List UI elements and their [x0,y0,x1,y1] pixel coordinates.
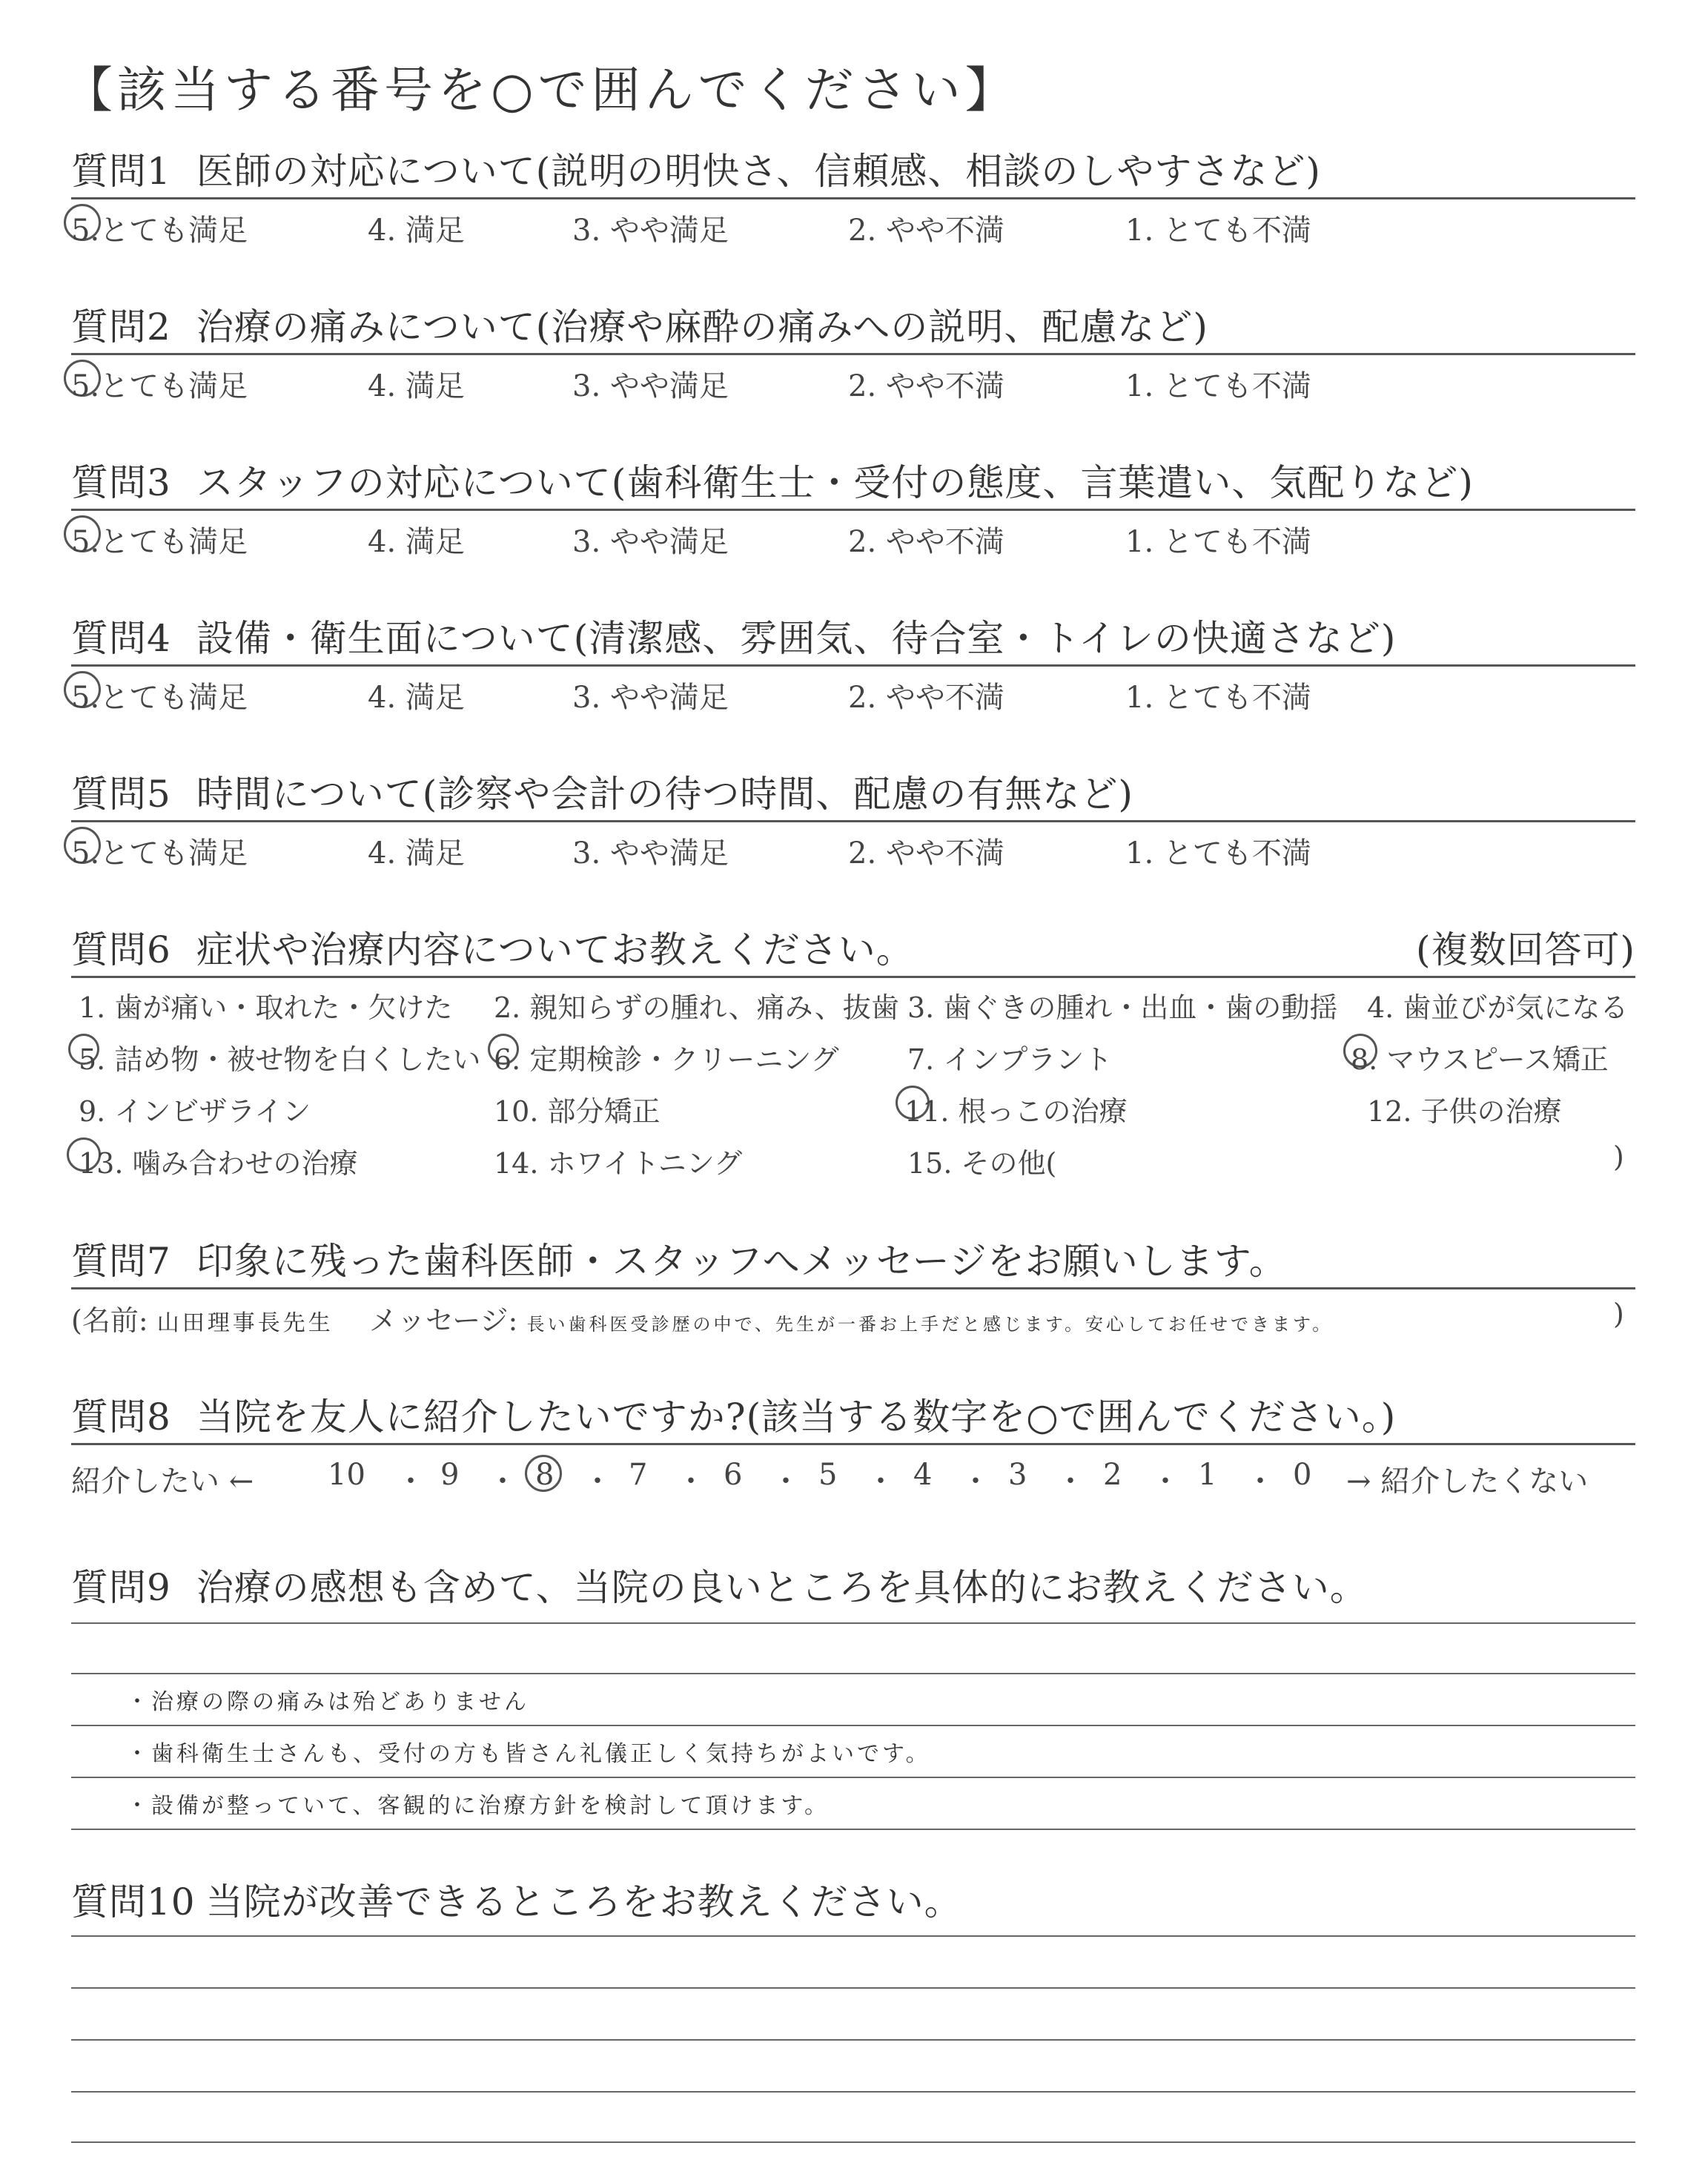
rating-option-5[interactable]: 5.とても満足 [71,369,248,403]
answer-line [71,1935,1635,1937]
rating-option-5[interactable]: 5.とても満足 [71,681,248,715]
rating-option-4[interactable]: 4. 満足 [368,525,465,559]
question-7 [71,1235,1635,1289]
rating-option-3[interactable]: 3. やや満足 [572,836,729,871]
rating-option-3[interactable]: 3. やや満足 [572,214,729,248]
rating-option-2[interactable]: 2. やや不満 [848,369,1004,403]
question-text: 当院を友人に紹介したいですか?(該当する数字を○で囲んでください。) [196,1396,1397,1439]
rating-option-2[interactable]: 2. やや不満 [848,836,1004,871]
rating-option-1[interactable]: 1. とても不満 [1125,214,1311,248]
rating-options [71,511,1635,563]
rating-option-4[interactable]: 4. 満足 [368,369,465,403]
scale-5[interactable]: 5 [818,1458,838,1492]
question-text: 印象に残った歯科医師・スタッフへメッセージをお願いします。 [196,1240,1287,1283]
option-8[interactable]: 8. マウスピース矯正 [1351,1043,1609,1076]
option-15-close: ) [1613,1140,1624,1173]
answer-line [71,1777,1635,1778]
question-8 [71,1391,1635,1445]
answer-line [71,2141,1635,2143]
name-label: (名前: [71,1304,148,1337]
option-2[interactable]: 2. 親知らずの腫れ、痛み、抜歯 [494,991,899,1024]
question-text: 設備・衛生面について(清潔感、雰囲気、待合室・トイレの快適さなど) [196,617,1397,660]
rating-option-3[interactable]: 3. やや満足 [572,525,729,559]
scale-10[interactable]: 10 [328,1458,365,1492]
scale-2[interactable]: 2 [1103,1458,1122,1492]
rating-option-1[interactable]: 1. とても不満 [1125,525,1311,559]
option-13[interactable]: 13. 噛み合わせの治療 [79,1147,358,1180]
question-text: 治療の痛みについて(治療や麻酔の痛みへの説明、配慮など) [196,305,1208,349]
question-text: 医師の対応について(説明の明快さ、信頼感、相談のしやすさなど) [196,150,1321,193]
option-10[interactable]: 10. 部分矯正 [494,1095,661,1128]
answer-line [71,1725,1635,1726]
question-text: 治療の感想も含めて、当院の良いところを具体的にお教えください。 [196,1566,1368,1609]
scale-3[interactable]: 3 [1008,1458,1027,1492]
question-number: 質問10 [71,1880,196,1923]
recommend-scale: 紹介したい ← 10 ・ 9 ・ 8 ・ 7 ・ 6 ・ 5 ・ 4 ・ 3 ・ 2 ・ 1 ・ 0 → 紹介したくない [71,1453,1635,1505]
question-2 [71,301,1635,407]
question-text: スタッフの対応について(歯科衛生士・受付の態度、言葉遣い、気配りなど) [196,461,1474,504]
scale-4[interactable]: 4 [913,1458,933,1492]
scale-6[interactable]: 6 [724,1458,743,1492]
answer-line [71,1829,1635,1830]
question-number: 質問4 [71,617,171,660]
option-5[interactable]: 5. 詰め物・被せ物を白くしたい [79,1043,481,1076]
divider [71,976,1635,978]
option-1[interactable]: 1. 歯が痛い・取れた・欠けた [79,991,453,1024]
message-value[interactable]: 長い歯科医受診歴の中で、先生が一番お上手だと感じます。安心してお任せできます。 [526,1314,1334,1335]
scale-8[interactable]: 8 [535,1458,555,1492]
question-number: 質問8 [71,1396,171,1439]
rating-option-4[interactable]: 4. 満足 [368,836,465,871]
question-3 [71,457,1635,563]
rating-option-1[interactable]: 1. とても不満 [1125,681,1311,715]
option-15[interactable]: 15. その他( [907,1147,1057,1180]
scale-9[interactable]: 9 [440,1458,460,1492]
message-label: メッセージ: [368,1304,518,1337]
option-3[interactable]: 3. 歯ぐきの腫れ・出血・歯の動揺 [907,991,1338,1024]
answer-text-3[interactable]: ・設備が整っていて、客観的に治療方針を検討して頂けます。 [126,1793,830,1819]
rating-option-5[interactable]: 5.とても満足 [71,214,248,248]
answer-line [71,1987,1635,1989]
question-number: 質問5 [71,773,171,816]
scale-7[interactable]: 7 [629,1458,648,1492]
scale-0[interactable]: 0 [1293,1458,1312,1492]
option-9[interactable]: 9. インビザライン [79,1095,311,1128]
answer-line [71,1673,1635,1674]
rating-option-5[interactable]: 5.とても満足 [71,836,248,871]
question-number: 質問2 [71,305,171,349]
question-text: 当院が改善できるところをお教えください。 [205,1880,962,1923]
rating-option-5[interactable]: 5.とても満足 [71,525,248,559]
recommend-right-label: → 紹介したくない [1346,1464,1589,1499]
rating-option-2[interactable]: 2. やや不満 [848,525,1004,559]
question-5 [71,768,1635,874]
rating-option-3[interactable]: 3. やや満足 [572,681,729,715]
option-7[interactable]: 7. インプラント [907,1043,1113,1076]
recommend-left-label: 紹介したい ← [71,1464,254,1499]
option-11[interactable]: 11. 根っこの治療 [904,1095,1128,1128]
question-text: 症状や治療内容についてお教えください。 [196,928,914,971]
rating-option-4[interactable]: 4. 満足 [368,681,465,715]
scale-1[interactable]: 1 [1198,1458,1217,1492]
question-6 [71,924,1635,978]
question-number: 質問6 [71,928,171,971]
rating-option-1[interactable]: 1. とても不満 [1125,369,1311,403]
question-10 [71,1876,1635,1928]
divider [71,1287,1635,1289]
option-14[interactable]: 14. ホワイトニング [494,1147,743,1180]
answer-line [71,2039,1635,2041]
rating-option-4[interactable]: 4. 満足 [368,214,465,248]
rating-options [71,822,1635,874]
question-1 [71,145,1635,251]
answer-line [71,1622,1635,1624]
question-text: 時間について(診察や会計の待つ時間、配慮の有無など) [196,773,1133,816]
rating-options [71,667,1635,719]
rating-option-2[interactable]: 2. やや不満 [848,681,1004,715]
question-number: 質問3 [71,461,171,504]
answer-text-2[interactable]: ・歯科衛生士さんも、受付の方も皆さん礼儀正しく気持ちがよいです。 [126,1741,931,1767]
rating-option-1[interactable]: 1. とても不満 [1125,836,1311,871]
option-12[interactable]: 12. 子供の治療 [1367,1095,1562,1128]
answer-line [71,2091,1635,2093]
question-4 [71,612,1635,719]
rating-options [71,355,1635,407]
rating-option-2[interactable]: 2. やや不満 [848,214,1004,248]
question-number: 質問7 [71,1240,171,1283]
rating-options [71,199,1635,251]
message-close: ) [1613,1298,1624,1330]
name-value[interactable]: 山田理事長先生 [156,1310,334,1336]
divider [71,1443,1635,1445]
option-6[interactable]: 6. 定期検診・クリーニング [494,1043,839,1076]
option-4[interactable]: 4. 歯並びが気になる [1367,991,1629,1024]
question-9 [71,1562,1635,1614]
answer-text-1[interactable]: ・治療の際の痛みは殆どありません [126,1689,529,1715]
page-title: 【該当する番号を○で囲んでください】 [64,62,1019,119]
question-number: 質問9 [71,1566,171,1609]
rating-option-3[interactable]: 3. やや満足 [572,369,729,403]
multiple-answer-note: (複数回答可) [1415,928,1635,971]
message-row [71,1298,1635,1338]
question-number: 質問1 [71,150,171,193]
